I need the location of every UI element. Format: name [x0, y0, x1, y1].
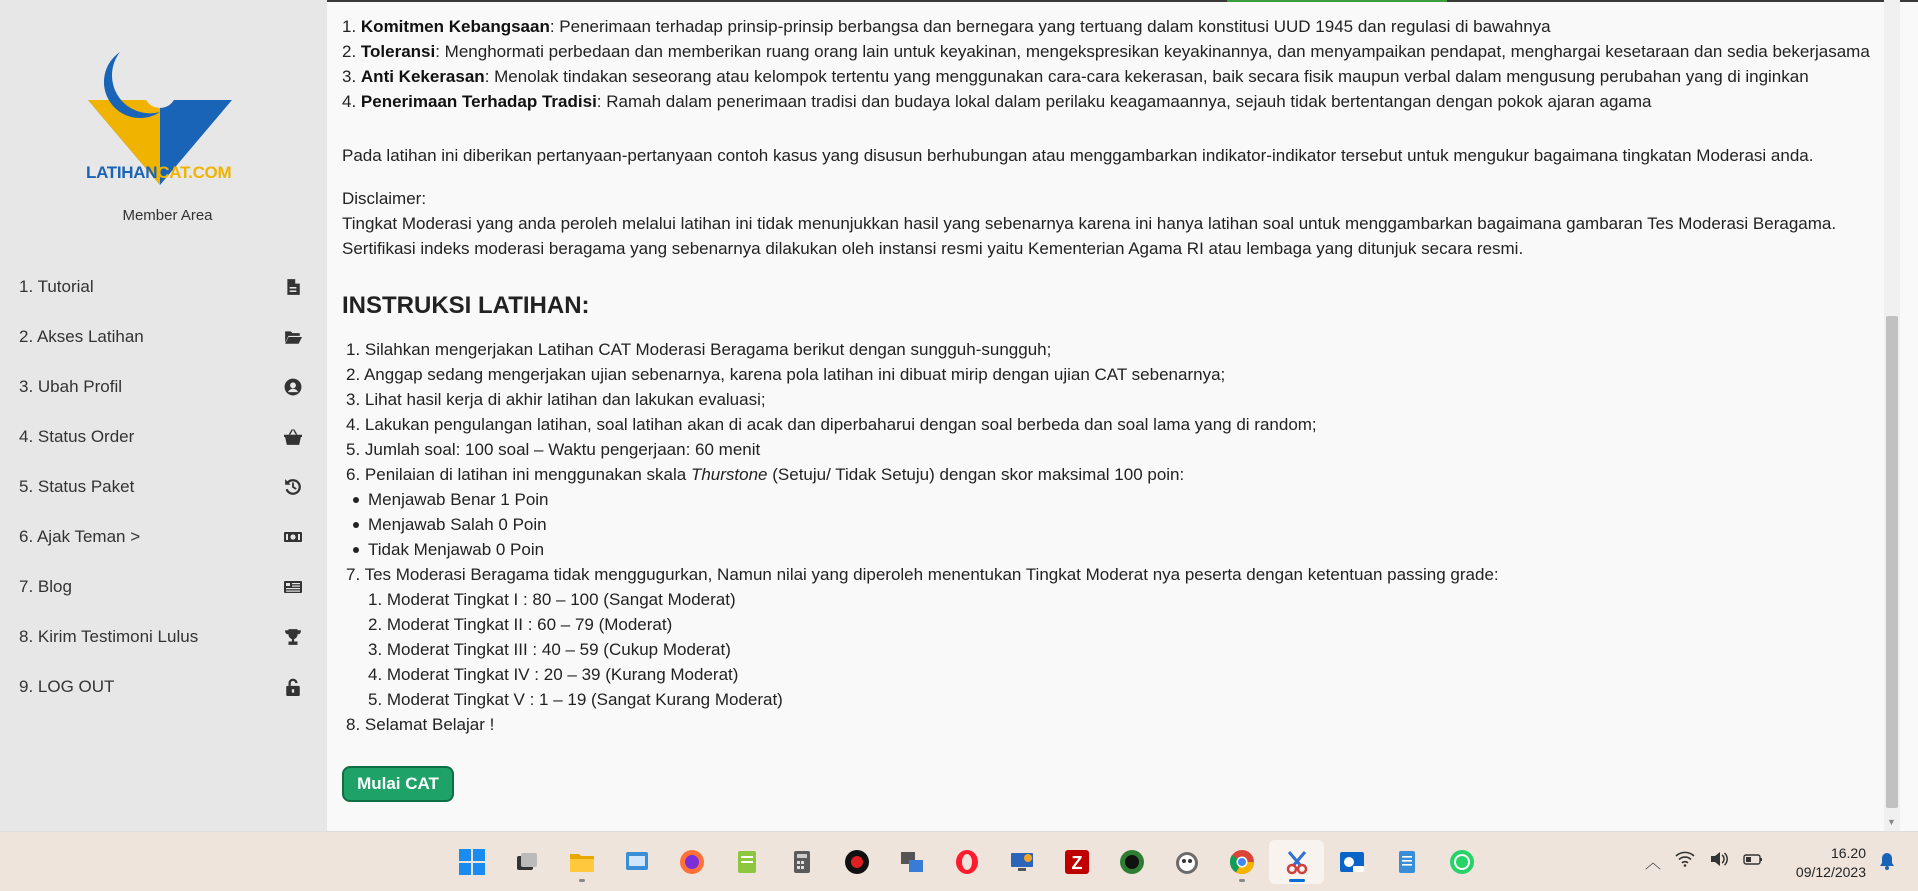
main-content	[342, 14, 1872, 734]
list-item: 1. Komitmen Kebangsaan: Penerimaan terhadap prinsip-prinsip berbangsa dan bernegara yang tertuang dalam konstitusi UUD 1945 dan regulasi di bawahnya	[342, 17, 1551, 36]
clock-time: 16.20	[1830, 845, 1866, 861]
system-tray	[1645, 850, 1763, 873]
file-icon	[283, 277, 303, 297]
list-item: 8. Selamat Belajar !	[346, 715, 495, 734]
volume-icon[interactable]	[1709, 851, 1729, 872]
svg-text:Z: Z	[1071, 853, 1082, 873]
remote-desktop-icon[interactable]	[994, 840, 1049, 884]
list-item: 7. Tes Moderasi Beragama tidak menggugurkan, Namun nilai yang diperoleh menentukan Tingkat Moderat nya peserta dengan ketentuan passing grade:	[346, 565, 1499, 584]
scroll-down-icon[interactable]: ▼	[1887, 817, 1896, 827]
clock-date: 09/12/2023	[1795, 864, 1866, 880]
disclaimer-title: Disclaimer:	[342, 189, 427, 208]
grade-item: 1. Moderat Tingkat I : 80 – 100 (Sangat Moderat)	[368, 590, 736, 609]
record-icon[interactable]	[829, 840, 884, 884]
indicator-list	[342, 14, 1872, 114]
list-item: 3. Anti Kekerasan: Menolak tindakan seseorang atau kelompok tertentu yang menggunakan cara-cara kekerasan, baik secara fisik maupun verbal dalam mengusung perubahan yang di inginkan	[342, 67, 1809, 86]
list-item: 3. Lihat hasil kerja di akhir latihan dan lakukan evaluasi;	[346, 390, 766, 409]
sidebar-item-blog[interactable]: 7. Blog	[0, 562, 327, 612]
grade-item: 3. Moderat Tingkat III : 40 – 59 (Cukup Moderat)	[368, 640, 731, 659]
scoring-item: Menjawab Salah 0 Poin	[346, 512, 1499, 537]
opera-icon[interactable]	[939, 840, 994, 884]
list-item: 6. Penilaian di latihan ini menggunakan skala Thurstone (Setuju/ Tidak Setuju) dengan skor maksimal 100 poin:	[346, 465, 1185, 484]
list-item: 1. Silahkan mengerjakan Latihan CAT Moderasi Beragama berikut dengan sungguh-sungguh;	[346, 340, 1052, 359]
chevron-up-icon[interactable]: ︿	[1645, 855, 1662, 872]
top-border	[327, 0, 1918, 2]
sidebar	[0, 0, 327, 831]
sidebar-item-tutorial[interactable]: 1. Tutorial	[0, 262, 327, 312]
folder-open-icon	[283, 327, 303, 347]
gimp-icon[interactable]	[1159, 840, 1214, 884]
mulai-cat-button[interactable]: Mulai CAT	[342, 766, 454, 802]
user-circle-icon	[283, 377, 303, 397]
sidebar-item-status-order[interactable]: 4. Status Order	[0, 412, 327, 462]
list-item: 2. Anggap sedang mengerjakan ujian sebenarnya, karena pola latihan ini dibuat mirip dengan ujian CAT sebenarnya;	[346, 365, 1226, 384]
unlock-icon	[283, 677, 303, 697]
list-item: 2. Toleransi: Menghormati perbedaan dan memberikan ruang orang lain untuk keyakinan, mengekspresikan keyakinannya, dan menyampaikan pendapat, menghargai kesetaraan dan sedia bekerjasama	[342, 42, 1870, 61]
wifi-icon[interactable]	[1675, 851, 1695, 872]
clock[interactable]	[1782, 844, 1866, 882]
sidebar-item-logout[interactable]: 9. LOG OUT	[0, 662, 327, 712]
sidebar-item-ubah-profil[interactable]: 3. Ubah Profil	[0, 362, 327, 412]
chrome-icon[interactable]	[1214, 840, 1269, 884]
sidebar-item-akses-latihan[interactable]: 2. Akses Latihan	[0, 312, 327, 362]
notification-bell-icon[interactable]	[1878, 852, 1896, 875]
outlook-new-icon[interactable]	[1324, 840, 1379, 884]
html5-icon[interactable]	[1104, 840, 1159, 884]
task-view-icon[interactable]	[499, 840, 554, 884]
member-area-label: Member Area	[122, 207, 213, 224]
firefox-icon[interactable]	[664, 840, 719, 884]
control-panel-icon[interactable]	[609, 840, 664, 884]
scrollbar[interactable]	[1884, 0, 1900, 831]
file-explorer-icon[interactable]	[554, 840, 609, 884]
notepad-plus-icon[interactable]	[719, 840, 774, 884]
history-icon	[283, 477, 303, 497]
calculator-icon[interactable]	[774, 840, 829, 884]
grade-item: 4. Moderat Tingkat IV : 20 – 39 (Kurang Moderat)	[368, 665, 739, 684]
list-item: 5. Jumlah soal: 100 soal – Waktu pengerjaan: 60 menit	[346, 440, 761, 459]
money-icon	[283, 527, 303, 547]
disclaimer-text-2: Sertifikasi indeks moderasi beragama yang sebenarnya dilakukan oleh instansi resmi yaitu Kementerian Agama RI atau lembaga yang ditunjuk secara resmi.	[342, 239, 1524, 258]
list-item: 4. Penerimaan Terhadap Tradisi: Ramah dalam penerimaan tradisi dan budaya lokal dalam perilaku keagamaannya, sejauh tidak bertentangan dengan pokok ajaran agama	[342, 92, 1652, 111]
instructions-title: INSTRUKSI LATIHAN:	[342, 292, 590, 319]
network-icon[interactable]	[884, 840, 939, 884]
scoring-item: Tidak Menjawab 0 Poin	[346, 537, 1499, 562]
basket-icon	[283, 427, 303, 447]
sidebar-item-ajak-teman[interactable]: 6. Ajak Teman >	[0, 512, 327, 562]
taskbar	[0, 831, 1918, 891]
disclaimer-text-1: Tingkat Moderasi yang anda peroleh melalui latihan ini tidak menunjukkan hasil yang sebenarnya karena ini hanya latihan soal untuk menggambarkan bagaimana gambaran Tes Moderasi Beragama.	[342, 214, 1837, 233]
snipping-tool-icon[interactable]	[1269, 840, 1324, 884]
taskbar-apps	[444, 840, 1489, 884]
instruction-list	[346, 337, 1499, 737]
scoring-item: Menjawab Benar 1 Poin	[346, 487, 1499, 512]
list-item: 4. Lakukan pengulangan latihan, soal latihan akan di acak dan diperbaharui dengan soal berbeda dan soal lama yang di random;	[346, 415, 1317, 434]
grade-item: 2. Moderat Tingkat II : 60 – 79 (Moderat)	[368, 615, 673, 634]
sidebar-item-kirim-testimoni[interactable]: 8. Kirim Testimoni Lulus	[0, 612, 327, 662]
sidebar-menu	[0, 262, 327, 712]
sidebar-item-status-paket[interactable]: 5. Status Paket	[0, 462, 327, 512]
windows-start-icon[interactable]	[444, 840, 499, 884]
grade-item: 5. Moderat Tingkat V : 1 – 19 (Sangat Kurang Moderat)	[368, 690, 783, 709]
battery-icon[interactable]	[1743, 851, 1763, 872]
logo-wordmark: LATIHANCAT.COM	[86, 163, 232, 182]
notepad-icon[interactable]	[1379, 840, 1434, 884]
newspaper-icon	[283, 577, 303, 597]
trophy-icon	[283, 627, 303, 647]
whatsapp-icon[interactable]	[1434, 840, 1489, 884]
intro-text: Pada latihan ini diberikan pertanyaan-pertanyaan contoh kasus yang disusun berhubungan atau menggambarkan indikator-indikator tersebut untuk mengukur bagaimana tingkatan Moderasi anda.	[342, 146, 1814, 165]
scrollbar-thumb[interactable]	[1886, 316, 1898, 808]
filezilla-icon[interactable]	[1049, 840, 1104, 884]
